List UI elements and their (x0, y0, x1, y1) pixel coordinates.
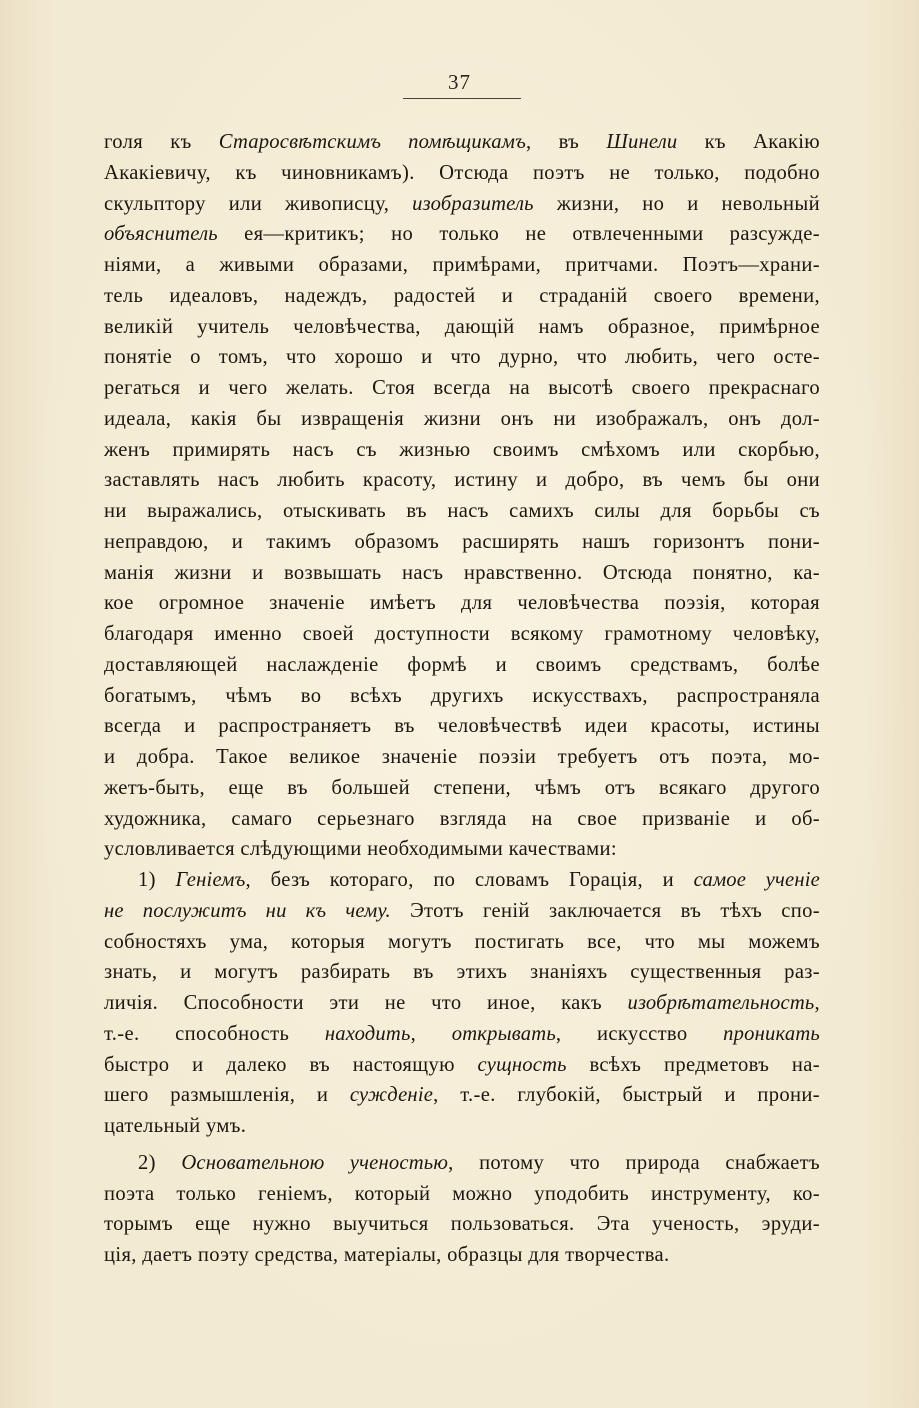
text-run: знать, и могутъ разбирать въ этихъ знаніяхъ существенныя раз- (104, 961, 820, 984)
text-line (104, 834, 820, 865)
text-run: 2) (138, 1151, 182, 1174)
italic-text: самое ученіе (693, 869, 820, 891)
text-line (104, 219, 820, 250)
text-line (104, 711, 820, 742)
text-line (104, 804, 820, 835)
text-line (104, 496, 820, 527)
italic-text: сужденіе (349, 1084, 434, 1107)
text-line (104, 1209, 820, 1240)
text-run: собностяхъ ума, которыя могутъ постигать все, что мы можемъ (104, 930, 820, 953)
italic-text: Основательною ученостью (181, 1151, 449, 1174)
text-line (104, 1050, 820, 1081)
page-header (0, 70, 919, 95)
text-run: голя къ (104, 131, 219, 153)
text-run: поэта только геніемъ, который можно уподобить инструменту, ко- (104, 1182, 820, 1205)
italic-text: изобразитель (412, 192, 534, 215)
text-run: , искусство (555, 1022, 724, 1045)
text-run: ея—критикъ; но только не отвлеченными разсужде- (217, 223, 820, 246)
body-text (104, 127, 820, 1271)
text-run: , (814, 992, 820, 1014)
text-run: доставляющей наслажденіе формѣ и своимъ средствамъ, болѣе (104, 653, 820, 676)
italic-text: Шинели (606, 131, 678, 153)
text-line (104, 404, 820, 435)
text-line (104, 127, 820, 158)
text-run: , безъ котораго, по словамъ Горація, и (245, 869, 694, 891)
text-line (104, 312, 820, 343)
italic-text: сущность (477, 1053, 567, 1076)
text-run: цательный умъ. (104, 1115, 247, 1137)
text-line (104, 373, 820, 404)
text-run: , потому что природа снабжаетъ (448, 1151, 820, 1174)
text-run: и добра. Такое великое значеніе поэзіи требуетъ отъ поэта, мо- (104, 746, 820, 768)
text-run: , т.-е. глубокій, быстрый и прони- (433, 1084, 820, 1107)
text-line (104, 773, 820, 804)
text-line (104, 1080, 820, 1111)
text-run: великій учитель человѣчества, дающій намъ образное, примѣрное (104, 315, 820, 338)
text-run: личія. Способности эти не что иное, какъ (104, 992, 628, 1014)
italic-text: объяснитель (104, 223, 218, 246)
text-line (104, 189, 820, 220)
text-run: , (410, 1022, 452, 1045)
italic-text: находить (324, 1022, 411, 1045)
text-run: т.-е. способность (104, 1022, 325, 1045)
text-run: ни выражались, отыскивать въ насъ самихъ силы для борьбы съ (104, 500, 820, 522)
text-line (104, 281, 820, 312)
italic-text: изобрѣтательность (627, 992, 815, 1014)
text-line (104, 558, 820, 589)
text-line (104, 158, 820, 189)
text-run: понятіе о томъ, что хорошо и что дурно, что любить, чего осте- (104, 346, 820, 369)
text-line (104, 1240, 820, 1271)
text-run: всѣхъ предметовъ на- (566, 1053, 820, 1076)
text-run: ніями, а живыми образами, примѣрами, притчами. Поэтъ—храни- (104, 254, 820, 276)
text-line (104, 527, 820, 558)
text-line (104, 927, 820, 958)
text-line (104, 865, 820, 896)
text-line (104, 435, 820, 466)
italic-text: проникать (723, 1022, 820, 1045)
text-line (104, 896, 820, 927)
text-run: благодаря именно своей доступности всякому грамотному человѣку, (104, 623, 820, 645)
text-run: художника, самаго серьезнаго взгляда на свое призваніе и об- (104, 807, 820, 830)
text-line (104, 650, 820, 681)
text-line (104, 742, 820, 773)
italic-text: открывать (451, 1022, 556, 1045)
text-run: всегда и распространяетъ въ человѣчествѣ идеи красоты, истины (104, 715, 820, 738)
text-run: жетъ-быть, еще въ большей степени, чѣмъ отъ всякаго другого (104, 776, 820, 799)
text-run: заставлять насъ любить красоту, истину и добро, въ чемъ бы они (104, 469, 820, 492)
text-run: жизни, но и невольный (533, 192, 820, 215)
text-run: къ Акакію (677, 131, 820, 153)
text-run: условливается слѣдующими необходимыми качествами: (104, 838, 617, 861)
text-line (104, 1148, 820, 1179)
text-run: регаться и чего желать. Стоя всегда на высотѣ своего прекраснаго (104, 377, 820, 399)
text-line (104, 1179, 820, 1210)
text-run: 1) (138, 869, 176, 891)
text-run: Этотъ геній заключается въ тѣхъ спо- (390, 899, 820, 922)
text-line (104, 957, 820, 988)
header-rule (403, 98, 521, 99)
text-run: торымъ еще нужно выучиться пользоваться. Эта ученость, эруди- (104, 1213, 820, 1236)
text-line (104, 465, 820, 496)
text-run: ція, даетъ поэту средства, матеріалы, образцы для творчества. (104, 1244, 670, 1266)
italic-text: Геніемъ (175, 869, 246, 891)
text-run: быстро и далеко въ настоящую (104, 1053, 478, 1076)
text-line (104, 342, 820, 373)
text-run: богатымъ, чѣмъ во всѣхъ другихъ искусствахъ, распространяла (104, 684, 820, 707)
text-run: скульптору или живописцу, (104, 192, 413, 215)
text-run: кое огромное значеніе имѣетъ для человѣчества поэзія, которая (104, 592, 820, 615)
text-run: манія жизни и возвышать насъ нравственно. Отсюда понятно, ка- (104, 561, 820, 584)
text-line (104, 250, 820, 281)
text-run: тель идеаловъ, надеждъ, радостей и страданій своего времени, (104, 284, 820, 307)
text-line (104, 588, 820, 619)
text-line (104, 619, 820, 650)
text-run: неправдою, и такимъ образомъ расширять нашъ горизонтъ пони- (104, 530, 820, 553)
italic-text: Старосвѣтскимъ помѣщикамъ (218, 131, 526, 153)
text-run: Акакіевичу, къ чиновникамъ). Отсюда поэтъ не только, подобно (104, 161, 820, 184)
text-run: идеала, какія бы извращенія жизни онъ ни изображалъ, онъ дол- (104, 407, 820, 430)
text-line (104, 681, 820, 712)
text-line (104, 1019, 820, 1050)
text-run: , въ (525, 131, 607, 153)
text-line (104, 1111, 820, 1142)
italic-text: не послужитъ ни къ чему. (104, 899, 391, 922)
text-run: шего размышленія, и (104, 1084, 350, 1107)
page-number: 37 (448, 70, 471, 94)
text-line (104, 988, 820, 1019)
text-run: женъ примирять насъ съ жизнью своимъ смѣхомъ или скорбью, (104, 438, 820, 461)
